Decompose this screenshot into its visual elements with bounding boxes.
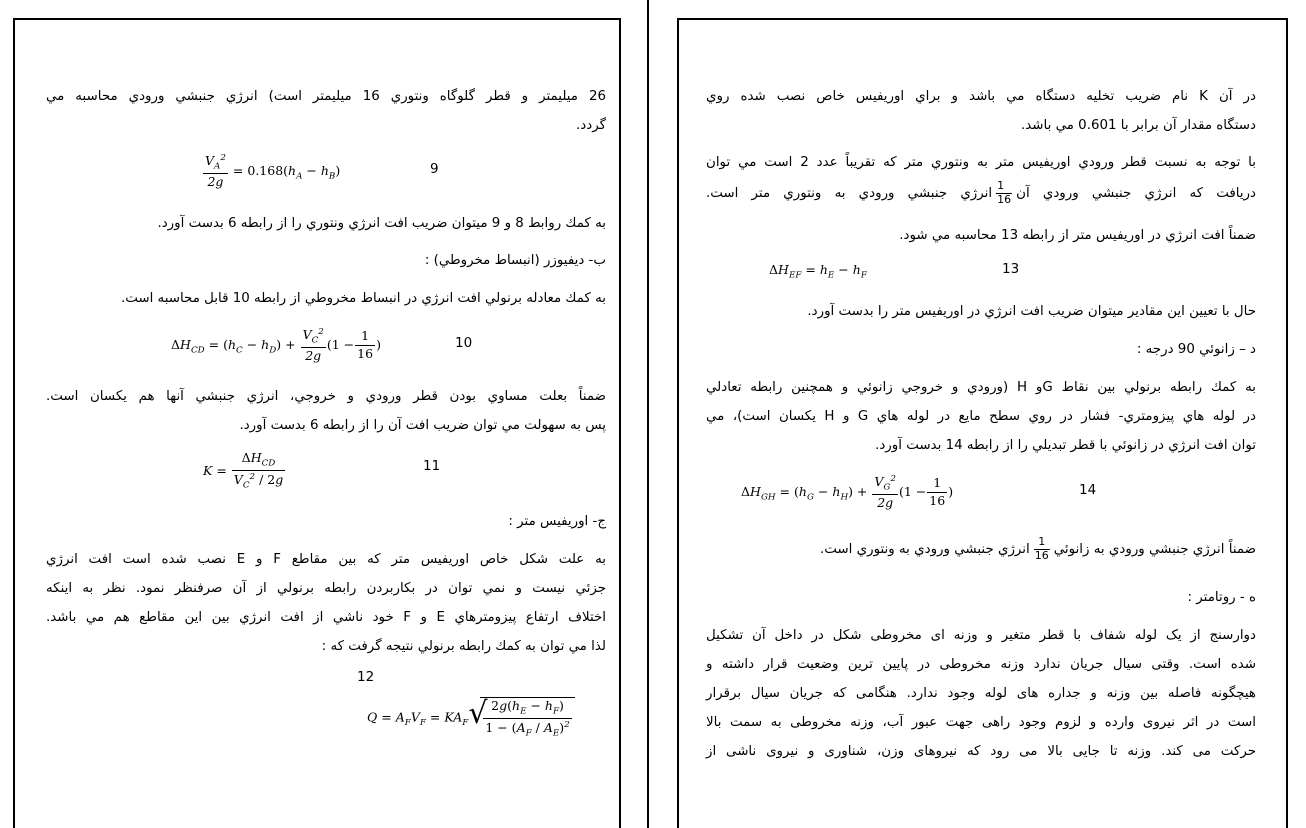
text-line: حال با تعيين اين مقادير ميتوان ضريب افت انرژي در اوريفيس متر را بدست آورد.	[807, 304, 1256, 319]
text-line: به علت شكل خاص اوريفيس متر كه بين مقاطع F و E نصب شده است افت انرژي	[46, 552, 606, 567]
text-line: لذا مي توان به كمك رابطه برنولي نتيجه گرفت كه :	[321, 639, 606, 654]
left-paragraph-5	[46, 545, 606, 661]
heading-diffuser	[46, 246, 606, 275]
left-paragraph-3	[46, 284, 606, 313]
text-line: جزئي نيست و نمي توان در بكاربردن رابطه برنولي از آن صرفنظر نمود. نظر به اينكه	[46, 581, 606, 596]
text-line: توان افت انرژي در زانوئي با قطر تبديلي را از رابطه 14 بدست آورد.	[875, 438, 1256, 453]
heading-rotameter	[706, 583, 1256, 612]
right-paragraph-1	[706, 82, 1256, 140]
right-paragraph-7	[706, 621, 1256, 766]
left-paragraph-1	[46, 82, 606, 140]
section-heading: ج- اوريفيس متر :	[508, 514, 606, 529]
text-line: است در اثر نیروی وارده و لزوم وجود راهی جهت عبور آب، وزنه مخروطی به سمت بالا	[706, 715, 1256, 730]
text-line: در آن K نام ضريب تخليه دستگاه مي باشد و براي اوريفيس خاص نصب شده روي	[706, 89, 1256, 104]
text-line: پس به سهولت مي توان ضريب افت آن را از رابطه 6 بدست آورد.	[239, 418, 606, 433]
fraction-one-sixteenth: $\frac{1}{16}$	[997, 179, 1012, 206]
equation-11: K = $\frac{\Delta H_{CD}}{V_C^2 / 2g}$	[203, 450, 284, 491]
text-line	[706, 177, 1256, 211]
text-line: در لوله هاي پيزومتري- فشار در روي سطح مايع در لوله هاي G و H يكسان است)، مي	[706, 409, 1256, 424]
text-line: به كمك رابطه برنولي بين نقاط Gو H (ورودي و خروجي زانوئي و همچنين رابطه تعادلي	[706, 380, 1256, 395]
text-line: به كمك معادله برنولي افت انرژي در انبساط مخروطي از رابطه 10 قابل محاسبه است.	[120, 291, 606, 306]
right-paragraph-6	[706, 533, 1256, 567]
fraction-one-sixteenth: $\frac{1}{16}$	[1034, 535, 1049, 562]
text-line: با توجه به نسبت قطر ورودي اوريفيس متر به ونتوري متر كه تقريباً عدد 2 است مي توان	[706, 155, 1256, 170]
equation-number: 11	[423, 458, 441, 474]
equation-13: $\Delta H_{EF} = h_E - h_F$	[769, 262, 867, 281]
page-divider	[647, 0, 649, 828]
equation-14: $\Delta H_{GH} = (h_G - h_H)$ + $\frac{V_G^2}{2g}$ (1 − $\frac{1}{16}$ )	[741, 474, 954, 511]
text-line: 26 ميليمتر و قطر گلوگاه ونتوري 16 ميليمتر است) انرژي جنبشي ورودي محاسبه مي	[46, 89, 606, 104]
equation-12: $Q = A_FV_F = KA_F$ √ $\frac{2g(h_E - h_F)}{1 - (A_F / A_E)^2}$	[367, 697, 575, 739]
text-line: دستگاه مقدار آن برابر با 0.601 مي باشد.	[1021, 118, 1256, 133]
right-page	[677, 18, 1288, 828]
equation-number: 14	[1079, 482, 1097, 498]
equation-10: $\Delta H_{CD} = (h_C - h_D)$ + $\frac{V_C^2}{2g}$ (1 − $\frac{1}{16}$ )	[171, 327, 381, 364]
text-line: دوارسنج از یک لوله شفاف با قطر متغیر و وزنه ای مخروطی شکل در داخل آن تشکیل	[706, 628, 1256, 643]
text-line: اختلاف ارتفاع پيزومترهاي E و F خود ناشي از افت انرژي بين اين مقاطع هم مي باشد.	[46, 610, 606, 625]
heading-elbow	[706, 335, 1256, 364]
text-line: گردد.	[576, 118, 606, 133]
equation-number: 9	[430, 161, 439, 177]
left-paragraph-2	[46, 209, 606, 238]
heading-orifice	[46, 507, 606, 536]
text-line: هیچگونه فاصله بین وزنه و جداره های لوله وجود ندارد. هنگامی که جریان سیال برقرار	[706, 686, 1256, 701]
left-paragraph-4	[46, 382, 606, 440]
text-segment: دريافت كه انرژي جنبشي ورودي آن	[1016, 186, 1256, 201]
left-page	[13, 18, 621, 828]
section-heading: ب- ديفيوزر (انبساط مخروطي) :	[424, 253, 606, 268]
right-paragraph-2	[706, 148, 1256, 211]
equation-number: 10	[455, 335, 473, 351]
text-line: به كمك روابط 8 و 9 ميتوان ضريب افت انرژي ونتوري را از رابطه 6 بدست آورد.	[157, 216, 606, 231]
text-line: ضمناً بعلت مساوي بودن قطر ورودي و خروجي، انرژي جنبشي آنها هم يكسان است.	[46, 389, 606, 404]
equation-number: 13	[1002, 261, 1020, 277]
section-heading: د – زانوئي 90 درجه :	[1136, 342, 1256, 357]
equation-number: 12	[357, 669, 375, 685]
right-paragraph-5	[706, 373, 1256, 460]
right-paragraph-4	[706, 297, 1256, 326]
text-segment: انرژي جنبشي ورودي به ونتوري است.	[820, 542, 1030, 557]
text-segment: انرژي جنبشي ورودي به ونتوري متر است.	[706, 186, 993, 201]
equation-9: $\frac{V_A^2}{2g}$ = $0.168(h_A - h_B)$	[205, 153, 341, 190]
text-line: ضمناً افت انرژي در اوريفيس متر از رابطه 13 محاسبه مي شود.	[899, 228, 1256, 243]
text-segment: ضمناً انرژي جنبشي ورودي به زانوئي	[1053, 542, 1256, 557]
right-paragraph-3	[706, 221, 1256, 250]
text-line: حرکت می کند. وزنه تا جایی بالا می رود که نیروهای وزن، شناوری و نیروی ناشی از	[706, 744, 1256, 759]
section-heading: ه - روتامتر :	[1187, 590, 1256, 605]
text-line	[706, 533, 1256, 567]
text-line: شده است. وقتی سیال جریان ندارد وزنه مخروطی در پایین ترین وضعیت قرار داشته و	[706, 657, 1256, 672]
